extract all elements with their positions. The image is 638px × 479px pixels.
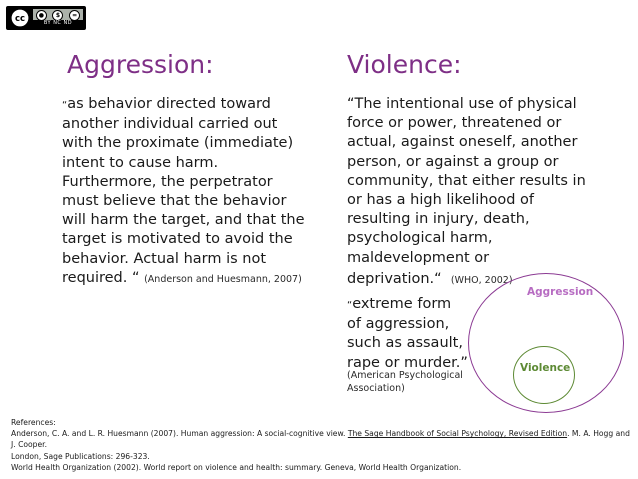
apa-definition: [347, 295, 482, 373]
noncommercial-dollar-icon: $: [52, 10, 63, 21]
violence-heading: Violence:: [347, 50, 462, 79]
aggression-line-7: will harm the target, and that the: [62, 212, 305, 229]
reference-who: World Health Organization (2002). World report on violence and health: summary. Geneva, World Health Organization.: [11, 462, 462, 472]
aggression-line-1: “as behavior directed toward: [62, 96, 271, 112]
violence-line-2: force or power, threatened or: [347, 115, 562, 132]
aggression-line-3: with the proximate (immediate): [62, 135, 294, 152]
aggression-heading: Aggression:: [67, 50, 214, 79]
violence-line-6: or has a high likelihood of: [347, 192, 535, 209]
references-heading: References:: [11, 418, 56, 427]
violence-line-5: community, that either results in: [347, 172, 586, 189]
aggression-last-line: required. “ (Anderson and Huesmann, 2007): [62, 269, 302, 286]
references: [11, 417, 631, 473]
cc-terms-strip: BY NC ND: [33, 20, 83, 27]
cc-terms: [33, 9, 83, 27]
violence-line-3: actual, against oneself, another: [347, 134, 578, 151]
cc-logo: [7, 7, 33, 29]
violence-line-7: resulting in injury, death,: [347, 211, 530, 228]
reference-anderson: Anderson, C. A. and L. R. Huesmann (2007). Human aggression: A social-cognitive view. The Sage Handbook of Social Psychology, Revised Edition. M. A. Hogg and J. Cooper.: [11, 429, 630, 450]
by-person-icon: ●: [36, 10, 47, 21]
violence-last-line: deprivation.“ (WHO, 2002): [347, 270, 513, 287]
svg-text:cc: cc: [14, 14, 26, 25]
violence-circle-label: Violence: [520, 362, 571, 374]
aggression-line-8: target is motivated to avoid the: [62, 231, 293, 248]
apa-citation-line-1: (American Psychological: [347, 370, 463, 381]
noderivs-equals-icon: =: [69, 10, 80, 21]
apa-citation: [347, 370, 463, 395]
violence-definition: [347, 95, 617, 290]
cc-license-badge: [6, 6, 86, 30]
apa-citation-line-2: Association): [347, 382, 405, 394]
reference-anderson-cont: London, Sage Publications: 296-323.: [11, 451, 150, 461]
violence-circle: [513, 346, 575, 404]
apa-line-2: of aggression,: [347, 316, 450, 333]
aggression-line-4: intent to cause harm.: [62, 154, 219, 171]
violence-line-1: “The intentional use of physical: [347, 96, 577, 112]
aggression-definition: [62, 95, 322, 289]
violence-line-8: psychological harm,: [347, 230, 493, 247]
apa-line-3: such as assault,: [347, 335, 463, 352]
aggression-line-9: behavior. Actual harm is not: [62, 250, 267, 267]
apa-line-4: rape or murder.”: [347, 354, 468, 371]
aggression-line-5: Furthermore, the perpetrator: [62, 173, 273, 190]
violence-line-9: maldevelopment or: [347, 249, 490, 266]
cc-circle-icon: [10, 8, 30, 28]
aggression-circle-label: Aggression: [527, 286, 594, 298]
aggression-citation: (Anderson and Huesmann, 2007): [144, 273, 302, 285]
violence-citation: (WHO, 2002): [450, 274, 513, 286]
aggression-line-6: must believe that the behavior: [62, 193, 287, 210]
violence-line-4: person, or against a group or: [347, 153, 559, 170]
apa-line-1: “extreme form: [347, 296, 452, 312]
aggression-line-2: another individual carried out: [62, 116, 278, 133]
